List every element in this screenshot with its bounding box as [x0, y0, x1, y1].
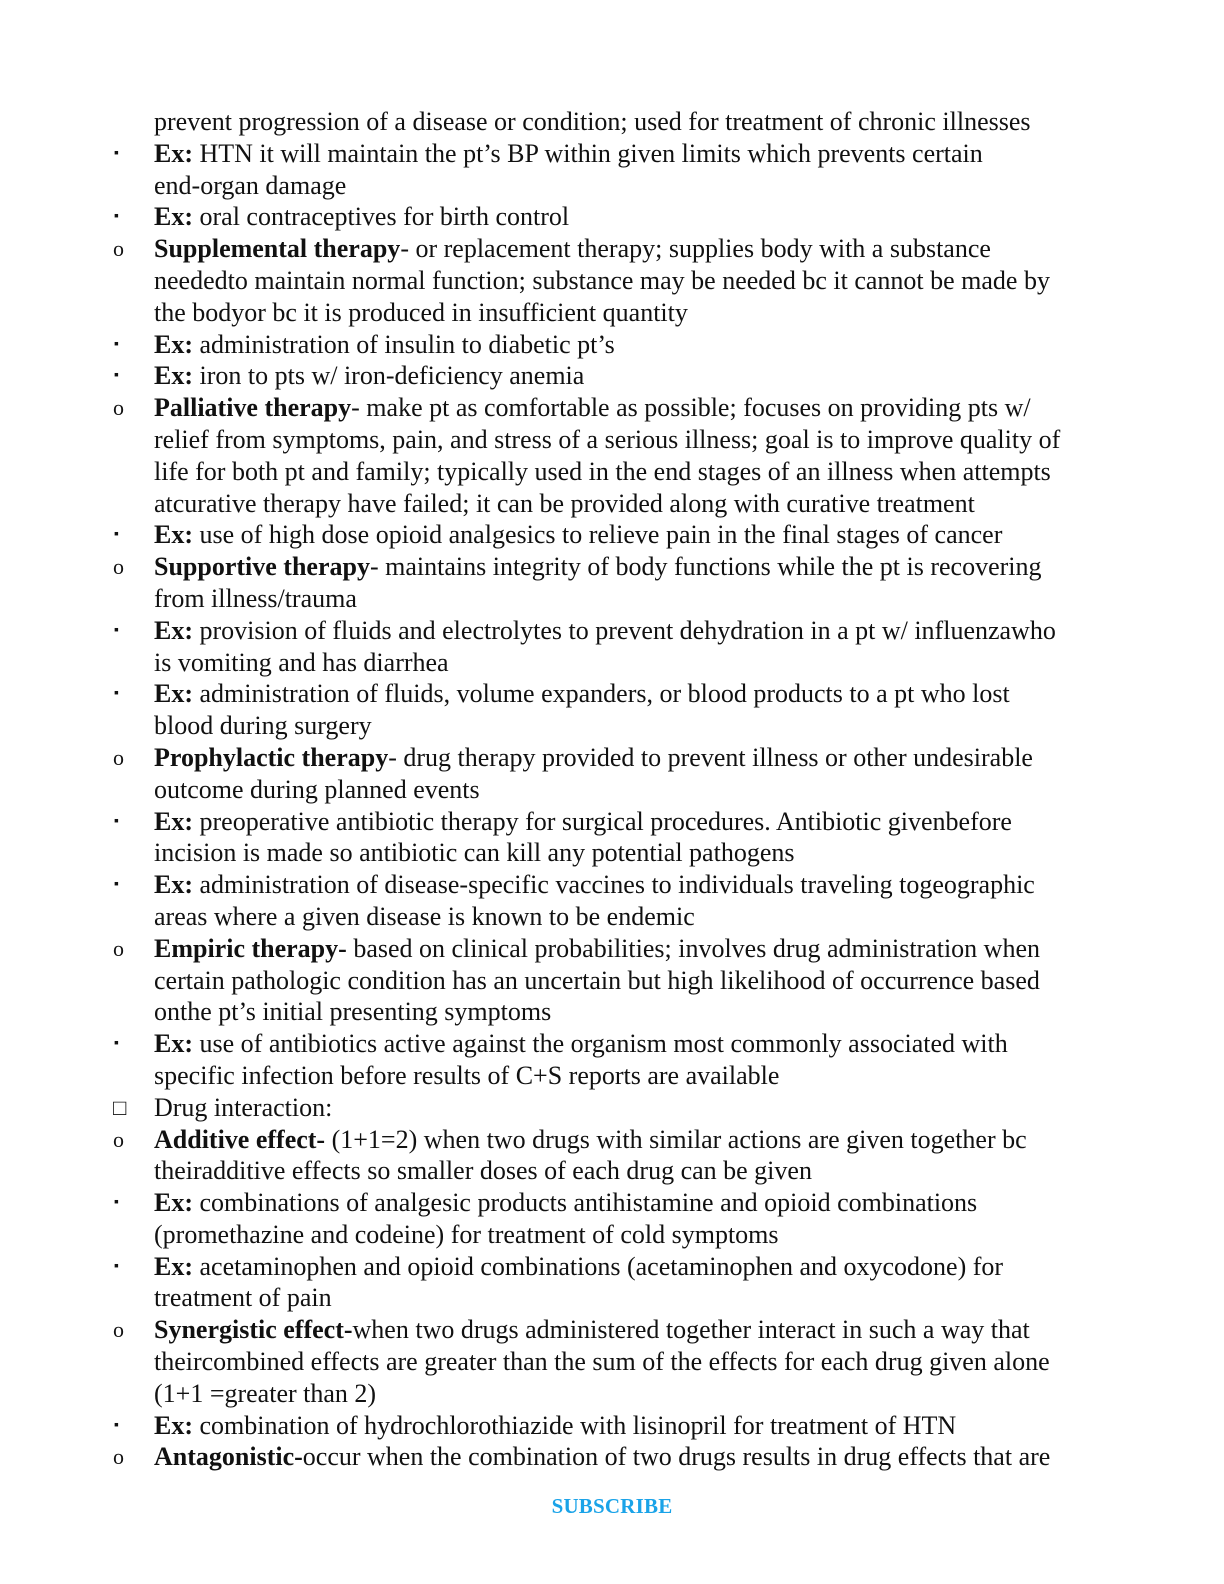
- line-text: [154, 583, 357, 615]
- document-line: [0, 615, 1224, 647]
- document-line: [0, 742, 1224, 774]
- line-body: provision of fluids and electrolytes to prevent dehydration in a pt w/ influenzawho: [193, 615, 1056, 645]
- box-bullet-icon: □: [113, 1094, 127, 1120]
- line-text: [154, 1378, 376, 1410]
- line-text: [154, 1092, 332, 1124]
- document-line: [0, 933, 1224, 965]
- line-text: [154, 1282, 332, 1314]
- line-body: areas where a given disease is known to be endemic: [154, 901, 695, 931]
- square-bullet-icon: ▪: [114, 527, 119, 543]
- document-line: [0, 170, 1224, 202]
- line-body: outcome during planned events: [154, 774, 480, 804]
- square-bullet-icon: ▪: [114, 622, 119, 638]
- line-body: use of antibiotics active against the organism most commonly associated with: [193, 1029, 1008, 1059]
- line-body: (promethazine and codeine) for treatment of cold symptoms: [154, 1219, 779, 1249]
- line-text: [154, 647, 449, 679]
- bold-term: Empiric therapy-: [154, 933, 347, 963]
- document-line: [0, 519, 1224, 551]
- line-body: administration of fluids, volume expanders, or blood products to a pt who lost: [193, 679, 1010, 709]
- line-body: - maintains integrity of body functions while the pt is recovering: [369, 552, 1042, 582]
- bold-term: Palliative therapy: [154, 393, 352, 423]
- document-line: [0, 106, 1224, 138]
- bold-term: Synergistic effect-: [154, 1315, 353, 1345]
- document-line: [0, 837, 1224, 869]
- subscribe-link[interactable]: SUBSCRIBE: [551, 1494, 673, 1518]
- bold-term: Additive effect-: [154, 1124, 326, 1154]
- bold-term: Ex:: [154, 870, 193, 900]
- line-text: [154, 806, 1012, 838]
- line-text: [154, 1441, 1050, 1473]
- line-text: [154, 1410, 956, 1442]
- document-line: [0, 233, 1224, 265]
- line-body: is vomiting and has diarrhea: [154, 647, 449, 677]
- document-line: [0, 297, 1224, 329]
- line-text: [154, 392, 1031, 424]
- document-line: [0, 774, 1224, 806]
- line-body: theircombined effects are greater than the sum of the effects for each drug given alone: [154, 1347, 1050, 1377]
- document-page: [0, 106, 1224, 1473]
- square-bullet-icon: ▪: [114, 1258, 119, 1274]
- line-body: Drug interaction:: [154, 1092, 333, 1122]
- document-line: [0, 1060, 1224, 1092]
- square-bullet-icon: ▪: [114, 209, 119, 225]
- line-body: administration of insulin to diabetic pt’s: [193, 329, 615, 359]
- bold-term: Ex:: [154, 1251, 193, 1281]
- document-line: [0, 806, 1224, 838]
- bold-term: Ex:: [154, 1029, 193, 1059]
- document-line: [0, 901, 1224, 933]
- line-text: [154, 201, 569, 233]
- line-text: [154, 424, 1060, 456]
- document-line: [0, 424, 1224, 456]
- line-body: preoperative antibiotic therapy for surgical procedures. Antibiotic givenbefore: [193, 806, 1012, 836]
- document-line: [0, 678, 1224, 710]
- document-line: [0, 551, 1224, 583]
- document-line: [0, 869, 1224, 901]
- line-text: [154, 519, 1002, 551]
- line-text: [154, 1346, 1050, 1378]
- document-line: [0, 1314, 1224, 1346]
- line-text: [154, 742, 1033, 774]
- document-line: [0, 710, 1224, 742]
- circle-bullet-icon: o: [113, 554, 124, 580]
- circle-bullet-icon: o: [113, 236, 124, 262]
- bold-term: Antagonistic-: [154, 1442, 303, 1472]
- circle-bullet-icon: o: [113, 744, 124, 770]
- line-body: based on clinical probabilities; involves drug administration when: [346, 933, 1041, 963]
- document-line: [0, 329, 1224, 361]
- line-text: [154, 837, 794, 869]
- line-body: incision is made so antibiotic can kill any potential pathogens: [154, 838, 795, 868]
- line-text: [154, 456, 1051, 488]
- document-line: [0, 392, 1224, 424]
- square-bullet-icon: ▪: [114, 813, 119, 829]
- square-bullet-icon: ▪: [114, 1195, 119, 1211]
- line-text: [154, 1124, 1027, 1156]
- bold-term: Ex:: [154, 138, 193, 168]
- circle-bullet-icon: o: [113, 1444, 124, 1470]
- document-line: [0, 1378, 1224, 1410]
- line-body: (1+1=2) when two drugs with similar actions are given together bc: [325, 1124, 1027, 1154]
- line-body: neededto maintain normal function; substance may be needed bc it cannot be made by: [154, 265, 1050, 295]
- document-line: [0, 583, 1224, 615]
- document-line: [0, 201, 1224, 233]
- line-body: blood during surgery: [154, 711, 372, 741]
- line-text: [154, 965, 1040, 997]
- line-body: (1+1 =greater than 2): [154, 1378, 377, 1408]
- bold-term: Ex:: [154, 361, 193, 391]
- document-line: [0, 1346, 1224, 1378]
- document-line: [0, 1410, 1224, 1442]
- square-bullet-icon: ▪: [114, 877, 119, 893]
- bold-term: Ex:: [154, 202, 193, 232]
- bold-term: Ex:: [154, 1188, 193, 1218]
- document-line: [0, 138, 1224, 170]
- square-bullet-icon: ▪: [114, 145, 119, 161]
- circle-bullet-icon: o: [113, 935, 124, 961]
- document-line: [0, 1219, 1224, 1251]
- line-body: - make pt as comfortable as possible; focuses on providing pts w/: [351, 393, 1031, 423]
- document-line: [0, 265, 1224, 297]
- document-line: [0, 996, 1224, 1028]
- line-text: [154, 1028, 1008, 1060]
- bold-term: Supplemental therapy: [154, 234, 401, 264]
- line-text: [154, 170, 346, 202]
- bold-term: Ex:: [154, 1410, 193, 1440]
- line-body: theiradditive effects so smaller doses of each drug can be given: [154, 1156, 812, 1186]
- line-text: [154, 138, 983, 170]
- line-body: the bodyor bc it is produced in insufficient quantity: [154, 297, 688, 327]
- line-text: [154, 551, 1042, 583]
- bold-term: Ex:: [154, 520, 193, 550]
- line-body: administration of disease-specific vaccines to individuals traveling togeographic: [193, 870, 1035, 900]
- line-body: treatment of pain: [154, 1283, 332, 1313]
- line-body: occur when the combination of two drugs results in drug effects that are: [302, 1442, 1051, 1472]
- line-body: certain pathologic condition has an uncertain but high likelihood of occurrence based: [154, 965, 1040, 995]
- line-text: [154, 869, 1035, 901]
- line-body: prevent progression of a disease or condition; used for treatment of chronic illnesses: [154, 107, 1031, 136]
- line-text: [154, 901, 695, 933]
- line-body: from illness/trauma: [154, 583, 357, 613]
- line-text: [154, 933, 1040, 965]
- document-line: [0, 965, 1224, 997]
- document-line: [0, 1092, 1224, 1124]
- bold-term: Ex:: [154, 679, 193, 709]
- bold-term: Ex:: [154, 329, 193, 359]
- line-text: [154, 297, 688, 329]
- line-text: [154, 106, 1031, 138]
- document-line: [0, 1187, 1224, 1219]
- bold-term: Prophylactic therapy: [154, 742, 389, 772]
- line-body: use of high dose opioid analgesics to relieve pain in the final stages of cancer: [193, 520, 1003, 550]
- line-text: [154, 1187, 977, 1219]
- line-text: [154, 774, 480, 806]
- line-body: - or replacement therapy; supplies body with a substance: [400, 234, 991, 264]
- circle-bullet-icon: o: [113, 395, 124, 421]
- line-body: - drug therapy provided to prevent illness or other undesirable: [388, 742, 1033, 772]
- square-bullet-icon: ▪: [114, 1417, 119, 1433]
- line-body: specific infection before results of C+S reports are available: [154, 1060, 780, 1090]
- line-body: end-organ damage: [154, 170, 347, 200]
- square-bullet-icon: ▪: [114, 336, 119, 352]
- document-line: [0, 360, 1224, 392]
- line-body: HTN it will maintain the pt’s BP within given limits which prevents certain: [193, 138, 983, 168]
- line-text: [154, 678, 1010, 710]
- bold-term: Supportive therapy: [154, 552, 370, 582]
- line-text: [154, 1219, 779, 1251]
- line-text: [154, 488, 975, 520]
- document-line: [0, 488, 1224, 520]
- line-text: [154, 1155, 812, 1187]
- line-body: onthe pt’s initial presenting symptoms: [154, 997, 552, 1027]
- document-line: [0, 1441, 1224, 1473]
- square-bullet-icon: ▪: [114, 1036, 119, 1052]
- line-text: [154, 360, 584, 392]
- line-text: [154, 1060, 779, 1092]
- bold-term: Ex:: [154, 615, 193, 645]
- line-text: [154, 996, 551, 1028]
- line-body: combinations of analgesic products antihistamine and opioid combinations: [193, 1188, 978, 1218]
- document-line: [0, 1155, 1224, 1187]
- line-text: [154, 615, 1056, 647]
- line-body: acetaminophen and opioid combinations (acetaminophen and oxycodone) for: [193, 1251, 1004, 1281]
- square-bullet-icon: ▪: [114, 368, 119, 384]
- square-bullet-icon: ▪: [114, 686, 119, 702]
- bold-term: Ex:: [154, 806, 193, 836]
- document-line: [0, 1124, 1224, 1156]
- document-line: [0, 1282, 1224, 1314]
- line-text: [154, 329, 615, 361]
- line-body: oral contraceptives for birth control: [193, 202, 570, 232]
- line-text: [154, 265, 1050, 297]
- document-line: [0, 1251, 1224, 1283]
- line-body: life for both pt and family; typically used in the end stages of an illness when attempts: [154, 456, 1051, 486]
- line-text: [154, 710, 372, 742]
- line-body: relief from symptoms, pain, and stress of a serious illness; goal is to improve quality of: [154, 424, 1061, 454]
- line-body: atcurative therapy have failed; it can be provided along with curative treatment: [154, 488, 975, 518]
- document-line: [0, 647, 1224, 679]
- document-line: [0, 1028, 1224, 1060]
- line-text: [154, 1251, 1003, 1283]
- circle-bullet-icon: o: [113, 1317, 124, 1343]
- document-line: [0, 456, 1224, 488]
- line-body: when two drugs administered together interact in such a way that: [352, 1315, 1030, 1345]
- line-body: iron to pts w/ iron-deficiency anemia: [193, 361, 585, 391]
- line-text: [154, 1314, 1030, 1346]
- line-text: [154, 233, 991, 265]
- circle-bullet-icon: o: [113, 1126, 124, 1152]
- line-body: combination of hydrochlorothiazide with lisinopril for treatment of HTN: [193, 1410, 957, 1440]
